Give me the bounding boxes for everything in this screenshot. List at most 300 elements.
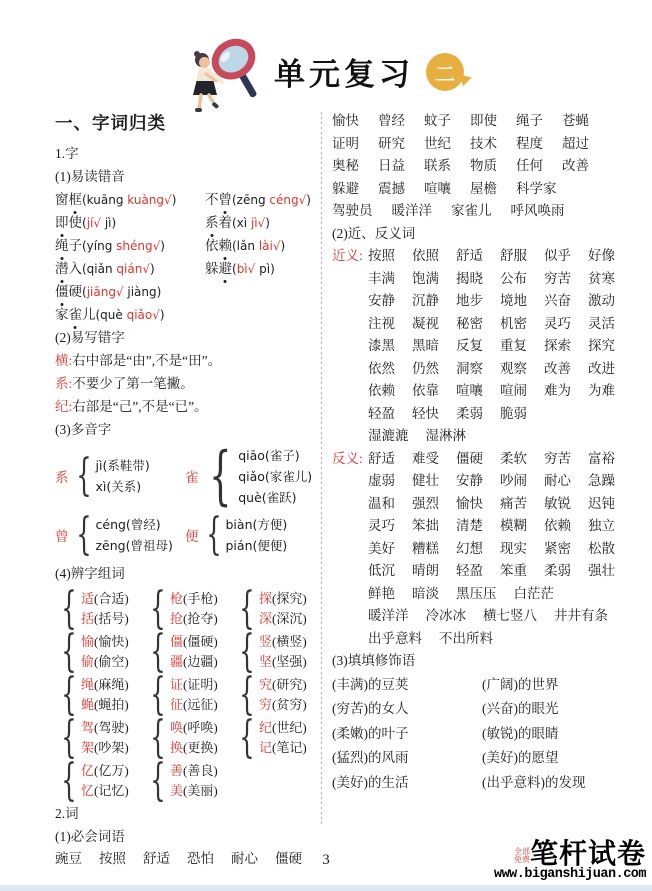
- modifier-item: (柔嫩)的叶子: [332, 725, 409, 741]
- word-item: 强烈: [412, 495, 439, 511]
- brace-icon: {: [239, 711, 255, 763]
- word-char: 框: [69, 188, 83, 211]
- compare-char: 愉: [81, 633, 95, 649]
- word-item: 改进: [588, 360, 615, 376]
- compare-char: 绳: [81, 676, 95, 692]
- polyphone-group: [55, 509, 185, 560]
- compare-word: (呼唤): [183, 719, 218, 735]
- compare-line: [81, 718, 129, 738]
- word-item: 苍蝇: [562, 113, 589, 128]
- word-row: [332, 178, 611, 201]
- word-char: 着: [218, 215, 232, 230]
- tested-word: [55, 284, 82, 299]
- word-row: [368, 538, 615, 561]
- part-title-miswrite: (2)易写错字: [55, 330, 125, 345]
- part-title-syn-ant: (2)近、反义词: [332, 225, 416, 241]
- brace-icon: {: [75, 509, 92, 560]
- compare-line: [81, 609, 129, 629]
- logo-url[interactable]: www.biganshijuan.com: [493, 867, 646, 882]
- lesson-number-badge: [426, 53, 470, 93]
- word-item: 白茫茫: [513, 585, 554, 601]
- logo-top: [494, 840, 646, 868]
- word-item: 似乎: [544, 248, 571, 263]
- word-char: 潜: [55, 257, 69, 280]
- miswrite-char: 系:: [55, 376, 73, 391]
- modifier-row: [332, 746, 611, 771]
- word-item: 出乎意料: [368, 630, 422, 646]
- compare-word: (手枪): [183, 590, 218, 606]
- word-char: 儿: [82, 307, 96, 322]
- compare-pair: [55, 582, 144, 634]
- word-item: 境地: [500, 293, 527, 308]
- polyphone-item: què(雀跃): [238, 489, 297, 505]
- word-item: 松散: [588, 540, 615, 556]
- polyphone-char: 系: [55, 470, 69, 485]
- word-item: 按照: [368, 248, 395, 263]
- word-item: 难为: [544, 383, 571, 398]
- word-row: [368, 605, 611, 628]
- pinyin-correct: céng√: [269, 193, 307, 207]
- compare-line: [170, 609, 218, 629]
- polyphone-item: jì(系鞋带): [95, 458, 150, 473]
- compare-line: [170, 652, 218, 672]
- word-char: 硬: [68, 284, 82, 299]
- word-row: [332, 200, 611, 223]
- word-item: 冷冰冰: [425, 608, 466, 623]
- pinyin-correct: qiǎo√: [126, 308, 160, 322]
- compare-lines: [170, 589, 218, 629]
- pinyin-black: ): [171, 193, 177, 207]
- word-char: 窗: [55, 192, 69, 207]
- compare-word: (深沉): [272, 610, 307, 626]
- misread-row: [55, 303, 317, 326]
- compare-char: 证: [170, 676, 184, 692]
- word-item: 柔弱: [456, 405, 483, 421]
- word-item: 模糊: [500, 518, 527, 533]
- polyphone-group: [185, 439, 313, 513]
- word-item: 绳子: [516, 113, 543, 128]
- word-item: 现实: [500, 540, 527, 556]
- compare-line: [259, 675, 307, 695]
- compare-pair: [233, 582, 317, 634]
- word-item: 舒服: [500, 248, 527, 263]
- word-row: [368, 268, 615, 291]
- word-char: 依: [205, 238, 219, 253]
- brace-icon: {: [61, 711, 77, 763]
- word-item: 柔弱: [544, 563, 571, 578]
- compare-line: [170, 761, 218, 781]
- word-row: [368, 358, 615, 381]
- modifier-item: (出乎意料)的发现: [482, 774, 586, 790]
- compare-char: 僵: [170, 633, 184, 649]
- tested-word: [55, 307, 96, 322]
- synonym-block: [332, 245, 615, 448]
- brace-icon: {: [205, 509, 222, 560]
- compare-line: [259, 632, 307, 652]
- polyphone-char: 雀: [185, 470, 199, 485]
- compare-word: (吵架): [94, 739, 129, 755]
- compare-line: [170, 781, 218, 801]
- misread-row: [55, 211, 317, 234]
- compare-word: (研究): [272, 676, 307, 692]
- misread-row: [55, 257, 317, 280]
- word-item: 虚弱: [368, 473, 395, 488]
- compare-char: 纪: [259, 719, 273, 735]
- bottom-strip: [0, 885, 652, 891]
- word-row: [368, 448, 615, 471]
- word-item: 改善: [562, 158, 589, 173]
- word-item: 躲避: [332, 180, 359, 196]
- antonym-rows: [368, 448, 615, 651]
- compare-char: 征: [170, 696, 184, 712]
- word-item: 观察: [500, 360, 527, 376]
- modifier-item: (敏锐)的眼睛: [482, 725, 559, 741]
- word-item: 地步: [456, 293, 483, 308]
- compare-char: 适: [81, 590, 95, 606]
- antonym-label: 反义:: [332, 450, 363, 466]
- word-item: 轻盈: [368, 405, 395, 421]
- word-item: 湿漉漉: [368, 428, 409, 443]
- compare-lines: [170, 761, 218, 801]
- compare-pair: [233, 625, 317, 677]
- synonym-label: 近义:: [332, 248, 363, 263]
- word-item: 物质: [470, 158, 497, 173]
- compare-line: [170, 632, 218, 652]
- word-item: 不出所料: [439, 630, 493, 646]
- polyphone-group: [55, 450, 185, 501]
- brace-icon: {: [61, 754, 77, 806]
- brace-icon: {: [150, 668, 166, 720]
- compare-char: 唤: [170, 719, 184, 735]
- page-title: 单元复习: [274, 56, 414, 92]
- polyphone-item: qiǎo(家雀儿): [238, 468, 313, 484]
- pinyin-black: jì): [101, 216, 117, 230]
- compare-char: 忆: [81, 782, 95, 798]
- polyphone-items: [96, 514, 173, 556]
- word-item: 日益: [378, 158, 405, 173]
- word-item: 技术: [470, 135, 497, 151]
- pinyin-correct: bì√: [236, 262, 256, 276]
- required-words-right: [332, 110, 611, 223]
- word-item: 安静: [456, 473, 483, 488]
- pinyin-black: ): [265, 216, 270, 230]
- compare-pair: [55, 625, 144, 677]
- word-item: 暖洋洋: [368, 608, 409, 623]
- brace-icon: {: [75, 450, 92, 501]
- word-char: 僵: [55, 280, 69, 303]
- compare-pair: [233, 668, 317, 720]
- polyphone-items: [238, 445, 312, 508]
- word-item: 暗淡: [412, 585, 439, 601]
- brace-icon: {: [150, 711, 166, 763]
- word-item: 耐心: [544, 473, 571, 488]
- compare-char: 架: [81, 739, 95, 755]
- polyphone-group: [185, 509, 288, 560]
- word-item: 轻盈: [456, 563, 483, 578]
- compare-line: [259, 652, 307, 672]
- compare-word: (探究): [272, 590, 307, 606]
- modifier-row: [332, 697, 611, 722]
- word-item: 僵硬: [275, 851, 302, 866]
- word-item: 痛苦: [500, 495, 527, 511]
- word-item: 强壮: [588, 563, 615, 578]
- compare-lines: [81, 675, 129, 715]
- polyphone-row: [55, 509, 317, 560]
- compare-line: [81, 632, 129, 652]
- compare-lines: [259, 675, 307, 715]
- antonym-block: [332, 448, 615, 651]
- compare-word: (边疆): [183, 653, 218, 669]
- pinyin-black: jiàng): [123, 285, 162, 299]
- word-item: 耐心: [231, 851, 258, 866]
- compare-lines: [81, 718, 129, 758]
- miswrite-char: 横:: [55, 353, 73, 368]
- column-divider: [321, 112, 322, 824]
- pinyin-black: (qiǎn: [82, 262, 117, 276]
- polyphone-row: [55, 439, 317, 513]
- word-char: 赖: [219, 234, 233, 257]
- logo-tagline: 全部免费: [513, 847, 530, 864]
- word-item: 迟钝: [588, 495, 615, 511]
- word-item: 舒适: [368, 450, 395, 466]
- word-item: 家雀儿: [451, 203, 492, 218]
- misread-entry: [205, 211, 270, 234]
- compare-grid: [55, 582, 317, 806]
- synonym-rows: [368, 245, 615, 448]
- tested-word: [205, 261, 232, 276]
- word-item: 漆黑: [368, 338, 395, 353]
- pinyin-black: ): [160, 239, 165, 253]
- pinyin-black: (zēng: [232, 193, 270, 207]
- compare-lines: [81, 632, 129, 672]
- compare-char: 坚: [259, 653, 273, 669]
- compare-word: (僵硬): [183, 633, 218, 649]
- compare-lines: [170, 675, 218, 715]
- word-item: 晴朗: [412, 563, 439, 578]
- word-char: 使: [68, 215, 82, 230]
- compare-char: 驾: [81, 719, 95, 735]
- word-item: 糟糕: [412, 540, 439, 556]
- compare-lines: [170, 718, 218, 758]
- word-char: 不: [205, 192, 219, 207]
- compare-line: [170, 675, 218, 695]
- word-item: 黑压压: [456, 585, 497, 601]
- compare-word: (横竖): [272, 633, 307, 649]
- word-item: 证明: [332, 135, 359, 151]
- pinyin-black: ): [306, 193, 311, 207]
- word-item: 愉快: [456, 495, 483, 511]
- word-item: 探究: [588, 338, 615, 353]
- word-item: 沉静: [412, 293, 439, 308]
- word-item: 丰满: [368, 270, 395, 286]
- polyphone-item: xì(关系): [95, 479, 142, 494]
- word-item: 按照: [99, 851, 126, 866]
- pinyin-black: (kuāng: [82, 193, 128, 207]
- brace-icon: {: [61, 668, 77, 720]
- compare-char: 疆: [170, 653, 184, 669]
- compare-word: (麻绳): [94, 676, 129, 692]
- modifier-item: (丰满)的豆荚: [332, 676, 409, 692]
- word-item: 灵巧: [544, 315, 571, 331]
- compare-char: 偷: [81, 653, 95, 669]
- compare-char: 蝇: [81, 696, 95, 712]
- pinyin-black: ): [280, 239, 286, 253]
- compare-word: (证明): [183, 676, 218, 692]
- brace-icon: {: [150, 754, 166, 806]
- compare-lines: [259, 589, 307, 629]
- tested-word: [55, 192, 82, 207]
- modifier-item: (猛烈)的风雨: [332, 750, 409, 765]
- word-row: [368, 380, 615, 403]
- word-char: 即: [55, 211, 69, 234]
- pinyin-black: ): [159, 308, 165, 322]
- compare-word: (愉快): [94, 633, 129, 649]
- part-title-misread: (1)易读错音: [55, 169, 125, 184]
- word-item: 探索: [544, 338, 571, 353]
- word-item: 蚊子: [424, 113, 451, 128]
- word-row: [368, 290, 615, 313]
- compare-pair: [144, 582, 233, 634]
- word-row: [368, 560, 615, 583]
- compare-char: 深: [259, 610, 273, 626]
- modifier-item: (美好)的愿望: [482, 750, 559, 765]
- word-item: 仍然: [412, 360, 439, 376]
- word-row: [368, 245, 615, 268]
- polyphone-char: 便: [185, 529, 199, 544]
- compare-lines: [259, 632, 307, 672]
- word-item: 井井有条: [554, 608, 608, 623]
- badge-tail-icon: [459, 72, 473, 87]
- word-item: 洞察: [456, 360, 483, 376]
- word-item: 贫寒: [588, 270, 615, 286]
- word-row: [368, 470, 615, 493]
- pinyin-correct: jiāng√: [86, 285, 124, 299]
- word-item: 豌豆: [55, 851, 82, 866]
- compare-word: (笔记): [272, 739, 307, 755]
- word-item: 温和: [368, 495, 395, 511]
- compare-line: [259, 738, 307, 758]
- word-item: 美好: [368, 540, 395, 556]
- compare-char: 探: [259, 590, 273, 606]
- modifier-item: (美好)的生活: [332, 774, 409, 790]
- compare-char: 换: [170, 739, 184, 755]
- misread-entry: [205, 188, 311, 211]
- word-item: 脆弱: [500, 405, 527, 421]
- misread-entry: [55, 188, 205, 211]
- compare-lines: [81, 589, 129, 629]
- brace-icon: {: [61, 625, 77, 677]
- compare-char: 枪: [170, 590, 184, 606]
- pinyin-black: (lǎn: [232, 239, 259, 253]
- word-item: 改善: [544, 360, 571, 376]
- brace-icon: {: [208, 439, 232, 513]
- word-item: 超过: [562, 135, 589, 151]
- compare-line: [81, 695, 129, 715]
- magnifier-person-illustration: [182, 32, 268, 116]
- word-item: 屋檐: [470, 180, 497, 196]
- word-item: 舒适: [456, 248, 483, 263]
- word-item: 富裕: [588, 450, 615, 466]
- word-item: 科学家: [516, 180, 557, 196]
- brace-icon: {: [61, 582, 77, 634]
- word-char: 系: [205, 211, 219, 234]
- pinyin-black: (yíng: [82, 239, 117, 253]
- compare-lines: [259, 718, 307, 758]
- compare-pair: [55, 668, 144, 720]
- word-item: 曾经: [378, 113, 405, 128]
- modifier-row: [332, 771, 611, 796]
- brace-icon: {: [239, 668, 255, 720]
- part-title-modifiers: (3)填填修饰语: [332, 653, 416, 668]
- compare-char: 括: [81, 610, 95, 626]
- word-item: 凝视: [412, 315, 439, 331]
- right-column: [332, 110, 615, 871]
- modifier-item: (穷苦)的女人: [332, 701, 409, 716]
- miswrite-line: [55, 395, 317, 418]
- misread-entry: [55, 303, 205, 326]
- word-item: 世纪: [424, 135, 451, 151]
- word-item: 敏锐: [544, 495, 571, 511]
- word-row: [332, 110, 611, 133]
- miswrite-char: 纪:: [55, 399, 73, 414]
- word-item: 即使: [470, 113, 497, 128]
- word-item: 轻快: [412, 405, 439, 421]
- compare-line: [81, 781, 129, 801]
- misread-row: [55, 188, 317, 211]
- part-title-polyphone: (3)多音字: [55, 422, 112, 437]
- word-item: 独立: [588, 518, 615, 533]
- compare-word: (亿万): [94, 762, 129, 778]
- content-columns: [55, 110, 615, 871]
- word-item: 依赖: [544, 518, 571, 533]
- word-char: 入: [68, 261, 82, 276]
- subsection-ci: 2.词: [55, 806, 79, 821]
- miswrite-list: [55, 349, 317, 418]
- compare-pair: [55, 711, 144, 763]
- polyphone-item: qiāo(雀子): [238, 447, 300, 463]
- site-logo: [494, 840, 646, 882]
- pinyin-correct: lài√: [258, 239, 281, 253]
- polyphone-item: pián(便便): [225, 538, 288, 553]
- word-item: 吵闹: [500, 473, 527, 488]
- word-item: 笨重: [500, 563, 527, 578]
- compare-word: (括号): [94, 610, 129, 626]
- left-column: [55, 110, 317, 871]
- section-title: 一、字词归类: [55, 113, 166, 133]
- compare-word: (偷空): [94, 653, 129, 669]
- word-item: 联系: [424, 158, 451, 173]
- compare-line: [170, 738, 218, 758]
- compare-word: (世纪): [272, 719, 307, 735]
- word-row: [368, 313, 615, 336]
- misread-entry: [55, 211, 205, 234]
- compare-word: (记忆): [94, 782, 129, 798]
- compare-line: [259, 609, 307, 629]
- miswrite-note: 右中部是“由”,不是“田”。: [72, 353, 222, 368]
- misread-list: [55, 188, 317, 326]
- word-item: 机密: [500, 315, 527, 331]
- tested-word: [205, 238, 232, 253]
- modifier-list: [332, 673, 611, 796]
- word-item: 灵巧: [368, 518, 395, 533]
- word-item: 健壮: [412, 473, 439, 488]
- word-item: 公布: [500, 270, 527, 286]
- brace-icon: {: [239, 625, 255, 677]
- word-item: 依照: [412, 248, 439, 263]
- word-item: 喧闹: [500, 383, 527, 398]
- word-item: 兴奋: [544, 293, 571, 308]
- compare-word: (蝇拍): [94, 696, 129, 712]
